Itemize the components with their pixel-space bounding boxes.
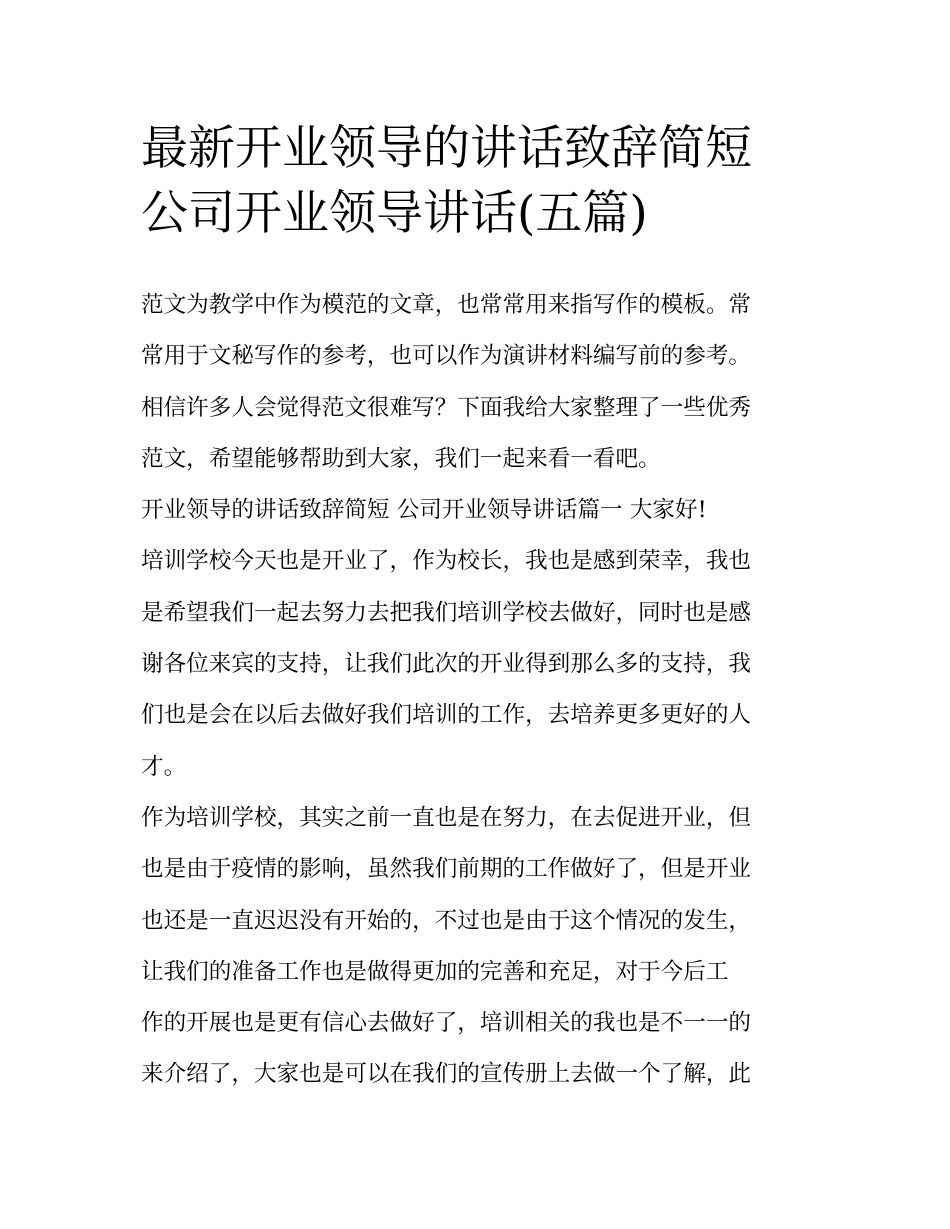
body-line: 是希望我们一起去努力去把我们培训学校去做好，同时也是感 [141, 599, 752, 626]
body-line: 们也是会在以后去做好我们培训的工作，去培养更多更好的人 [141, 702, 752, 729]
document-body [141, 280, 831, 1101]
body-line: 相信许多人会觉得范文很难写？下面我给大家整理了一些优秀 [141, 394, 752, 421]
body-line: 作为培训学校，其实之前一直也是在努力，在去促进开业，但 [141, 804, 752, 831]
title-line: 公司开业领导讲话(五篇) [141, 186, 648, 241]
body-line: 培训学校今天也是开业了，作为校长，我也是感到荣幸，我也 [141, 548, 752, 575]
body-line: 开业领导的讲话致辞简短 公司开业领导讲话篇一 大家好! [141, 497, 707, 524]
body-line: 作的开展也是更有信心去做好了，培训相关的我也是不一一的 [141, 1010, 752, 1037]
body-line: 让我们的准备工作也是做得更加的完善和充足，对于今后工 [141, 958, 729, 985]
document-title [141, 116, 831, 246]
body-line: 范文，希望能够帮助到大家，我们一起来看一看吧。 [141, 445, 661, 472]
body-line: 常用于文秘写作的参考，也可以作为演讲材料编写前的参考。 [141, 343, 752, 370]
body-line: 也还是一直迟迟没有开始的，不过也是由于这个情况的发生， [141, 907, 752, 934]
body-line: 才。 [141, 753, 187, 780]
body-line: 谢各位来宾的支持，让我们此次的开业得到那么多的支持，我 [141, 651, 752, 678]
body-line: 范文为教学中作为模范的文章，也常常用来指写作的模板。常 [141, 292, 752, 318]
body-line: 也是由于疫情的影响，虽然我们前期的工作做好了，但是开业 [141, 856, 752, 883]
body-line: 来介绍了，大家也是可以在我们的宣传册上去做一个了解，此 [141, 1061, 752, 1088]
title-line: 最新开业领导的讲话致辞简短 [141, 121, 752, 176]
